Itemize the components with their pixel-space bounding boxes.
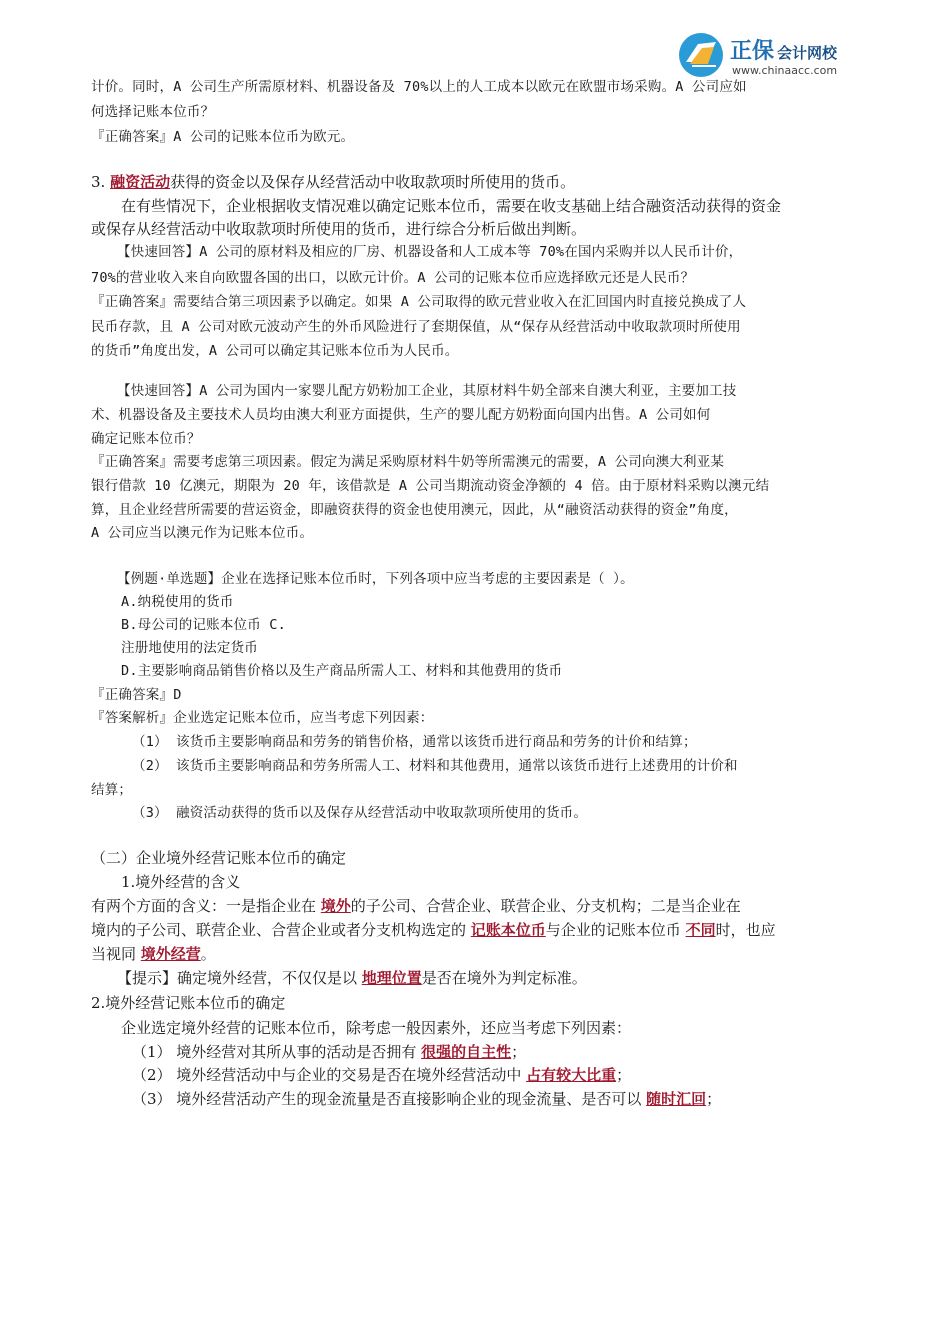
text-run: 【快速回答】A 公司为国内一家婴儿配方奶粉加工企业，其原材料牛奶全部来自澳大利亚，主要加工技 <box>117 383 737 399</box>
text-run: 是否在境外为判定标准。 <box>421 969 587 987</box>
text-run: ； <box>706 1090 722 1108</box>
text-line <box>132 732 697 752</box>
text-run: 在有些情况下，企业根据收支情况难以确定记账本位币，需要在收支基础上结合融资活动获得的资金 <box>121 197 782 215</box>
text-run: 银行借款 10 亿澳元，期限为 20 年，该借款是 A 公司当期流动资金净额的 4 倍。由于原材料采购以澳元结 <box>91 478 770 494</box>
highlight-term: 不同 <box>685 921 716 939</box>
text-line <box>91 77 747 97</box>
text-run: 的货币”角度出发，A 公司可以确定其记账本位币为人民币。 <box>91 343 459 359</box>
text-line <box>117 569 634 589</box>
text-run: （3） 境外经营活动产生的现金流量是否直接影响企业的现金流量、是否可以 <box>132 1090 647 1108</box>
text-run: 【快速回答】A 公司的原材料及相应的厂房、机器设备和人工成本等 70%在国内采购并以人民币计价， <box>117 244 743 260</box>
text-run: 当视同 <box>91 945 141 963</box>
text-line <box>91 102 214 122</box>
text-run: ； <box>616 1066 632 1084</box>
text-run: 结算； <box>91 782 133 798</box>
highlight-term: 很强的自主性 <box>421 1043 512 1061</box>
text-line <box>117 968 587 988</box>
text-run: 算，且企业经营所需要的营运资金，即融资获得的资金也使用澳元，因此，从“融资活动获得的资金”角度， <box>91 502 738 518</box>
text-line <box>91 708 434 728</box>
highlight-term: 融资活动 <box>110 173 171 191</box>
text-run: 何选择记账本位币？ <box>91 104 215 120</box>
text-line <box>121 196 781 216</box>
text-line <box>91 292 746 312</box>
text-line <box>91 317 741 337</box>
text-run: 注册地使用的法定货币 <box>121 640 258 656</box>
text-run: 70%的营业收入来自向欧盟各国的出口，以欧元计价。A 公司的记账本位币应选择欧元还是人民币？ <box>91 270 695 286</box>
text-run: B.母公司的记账本位币 C. <box>121 617 286 633</box>
text-run: 1.境外经营的含义 <box>121 873 241 891</box>
text-run: 【提示】确定境外经营，不仅仅是以 <box>117 969 362 987</box>
text-run: 或保存从经营活动中收取款项时所使用的货币，进行综合分析后做出判断。 <box>91 220 587 238</box>
text-line <box>121 615 286 635</box>
highlight-term: 境外 <box>320 897 351 915</box>
text-line <box>121 661 562 681</box>
logo-sub: 会计网校 <box>777 44 838 62</box>
text-run: 『正确答案』需要结合第三项因素予以确定。如果 A 公司取得的欧元营业收入在汇回国内时直接兑换成了人 <box>91 294 747 310</box>
text-line <box>91 172 575 192</box>
logo-url: www.chinaacc.com <box>732 64 838 77</box>
text-line <box>91 452 724 472</box>
text-line <box>91 780 132 800</box>
text-run: 确定记账本位币？ <box>91 431 201 447</box>
text-line <box>91 476 769 496</box>
text-line <box>132 803 587 823</box>
text-line <box>132 1042 526 1062</box>
text-run: （2） 该货币主要影响商品和劳务所需人工、材料和其他费用，通常以该货币进行上述费用的计价和 <box>132 758 738 774</box>
text-line <box>91 848 346 868</box>
text-run: A 公司应当以澳元作为记账本位币。 <box>91 525 314 541</box>
text-line <box>132 1089 721 1109</box>
logo-name: 正保 会计网校 <box>730 39 838 64</box>
highlight-term: 记账本位币 <box>470 921 546 939</box>
text-run: A.纳税使用的货币 <box>121 594 234 610</box>
text-run: 『正确答案』需要考虑第三项因素。假定为满足采购原材料牛奶等所需澳元的需要，A 公司向澳大利亚某 <box>91 454 725 470</box>
text-run: D.主要影响商品销售价格以及生产商品所需人工、材料和其他费用的货币 <box>121 663 563 679</box>
text-run: 『正确答案』D <box>91 687 182 703</box>
text-line <box>117 381 736 401</box>
text-run: 企业选定境外经营的记账本位币，除考虑一般因素外，还应当考虑下列因素： <box>121 1019 632 1037</box>
highlight-term: 占有较大比重 <box>526 1066 617 1084</box>
text-run: 3. <box>91 173 111 191</box>
text-line <box>91 268 694 288</box>
text-line <box>132 1065 631 1085</box>
logo-icon <box>678 32 724 78</box>
text-run: （二）企业境外经营记账本位币的确定 <box>91 849 347 867</box>
text-run: 术、机器设备及主要技术人员均由澳大利亚方面提供，生产的婴儿配方奶粉面向国内出售。A 公司如何 <box>91 407 711 423</box>
text-run: （3） 融资活动获得的货币以及保存从经营活动中收取款项所使用的货币。 <box>132 805 588 821</box>
text-line <box>117 242 742 262</box>
text-line <box>91 500 738 520</box>
text-line <box>121 638 258 658</box>
highlight-term: 随时汇回 <box>646 1090 707 1108</box>
text-run: 【例题·单选题】企业在选择记账本位币时，下列各项中应当考虑的主要因素是（ ）。 <box>117 571 634 587</box>
highlight-term: 境外经营 <box>140 945 201 963</box>
text-run: 的子公司、合营企业、联营企业、分支机构；二是当企业在 <box>350 897 741 915</box>
text-run: 民币存款，且 A 公司对欧元波动产生的外币风险进行了套期保值，从“保存从经营活动中收取款项时所使用 <box>91 319 741 335</box>
text-run: 获得的资金以及保存从经营活动中收取款项时所使用的货币。 <box>170 173 576 191</box>
text-line <box>91 405 710 425</box>
text-run: （1） 境外经营对其所从事的活动是否拥有 <box>132 1043 422 1061</box>
text-run: 『正确答案』A 公司的记账本位币为欧元。 <box>91 129 355 145</box>
text-line <box>91 993 285 1013</box>
text-run: 时，也应 <box>715 921 776 939</box>
text-run: （2） 境外经营活动中与企业的交易是否在境外经营活动中 <box>132 1066 527 1084</box>
text-run: 有两个方面的含义：一是指企业在 <box>91 897 321 915</box>
text-line <box>121 592 234 612</box>
text-line <box>91 523 313 543</box>
text-line <box>91 429 201 449</box>
text-run: （1） 该货币主要影响商品和劳务的销售价格，通常以该货币进行商品和劳务的计价和结算； <box>132 734 697 750</box>
text-line <box>91 341 458 361</box>
text-line <box>121 872 240 892</box>
text-line <box>91 944 216 964</box>
text-run: ； <box>511 1043 527 1061</box>
text-line <box>91 920 776 940</box>
text-line <box>91 896 741 916</box>
text-run: 与企业的记账本位币 <box>545 921 686 939</box>
text-line <box>121 1018 631 1038</box>
text-run: 境内的子公司、联营企业、合营企业或者分支机构选定的 <box>91 921 471 939</box>
text-line <box>91 219 586 239</box>
text-line <box>132 756 738 776</box>
brand-logo <box>678 30 868 80</box>
text-line <box>91 685 182 705</box>
text-run: 『答案解析』企业选定记账本位币，应当考虑下列因素： <box>91 710 434 726</box>
text-run: 2.境外经营记账本位币的确定 <box>91 994 286 1012</box>
text-run: 。 <box>200 945 216 963</box>
highlight-term: 地理位置 <box>361 969 422 987</box>
text-line <box>91 127 354 147</box>
text-run: 计价。同时，A 公司生产所需原材料、机器设备及 70%以上的人工成本以欧元在欧盟市场采购。A 公司应如 <box>91 79 747 95</box>
